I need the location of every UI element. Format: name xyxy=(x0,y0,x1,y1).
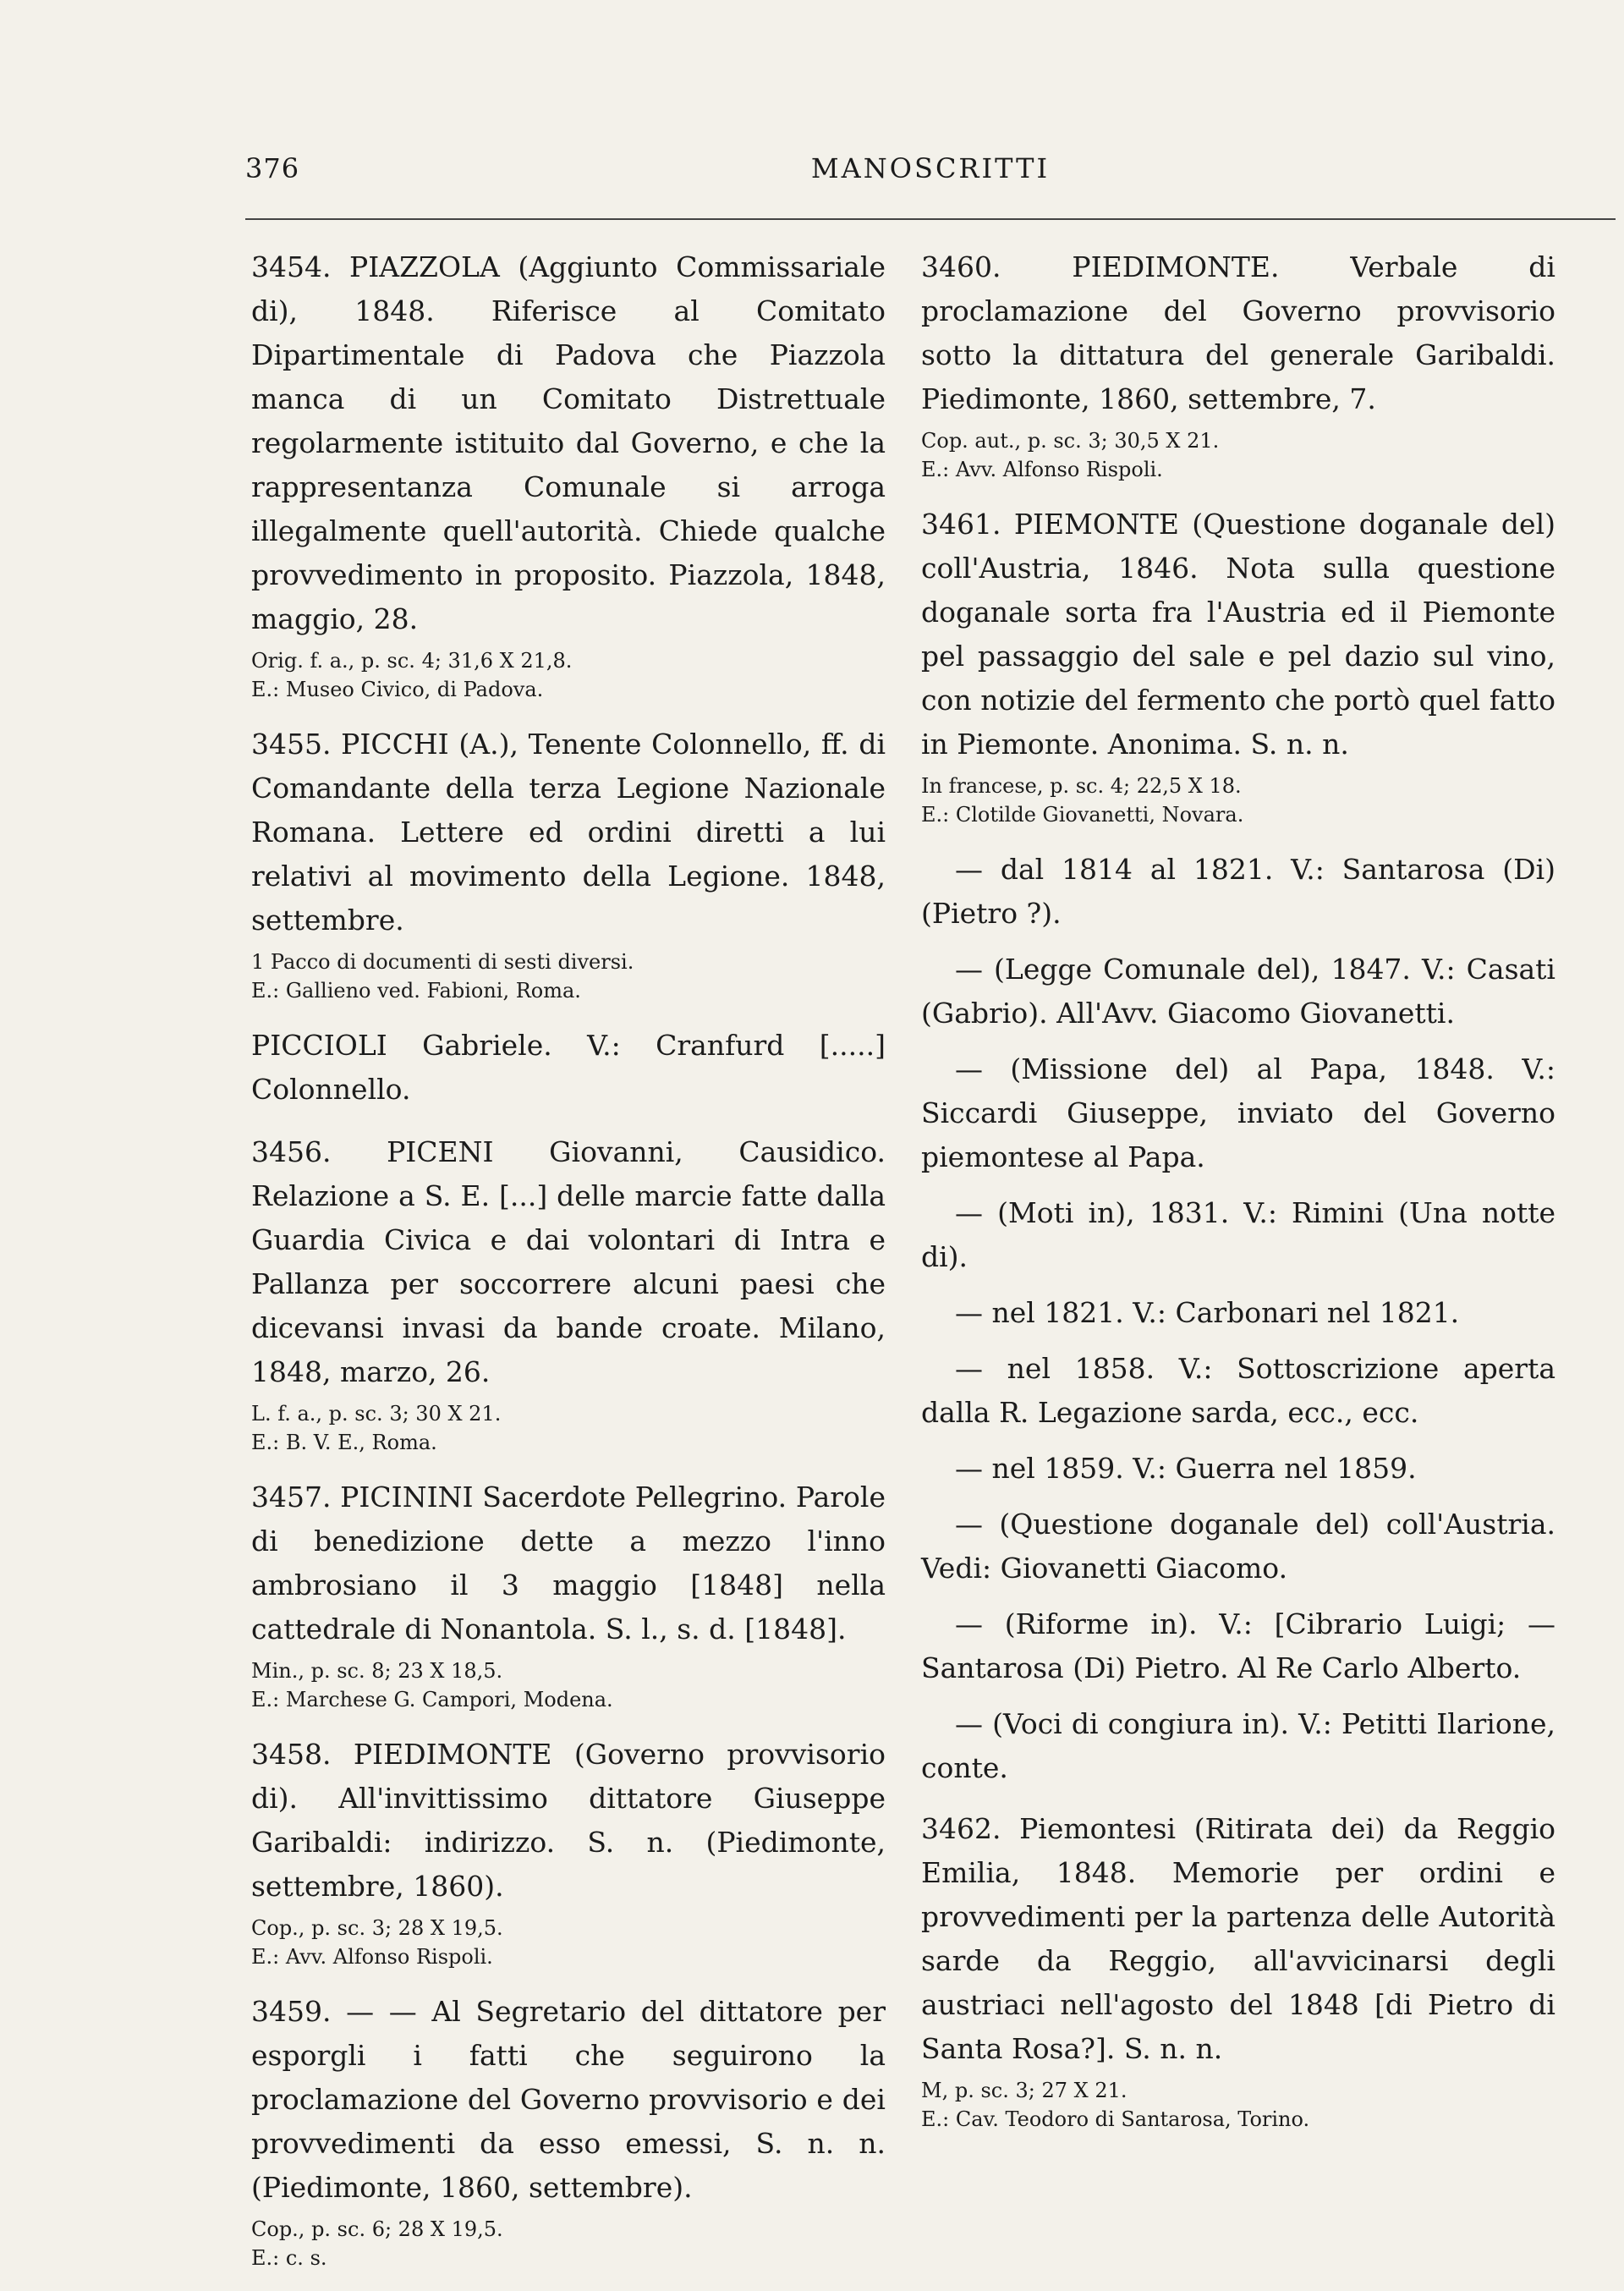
entry-3459 xyxy=(251,1990,886,2272)
entry-meta-format: Cop., p. sc. 3; 28 X 19,5. xyxy=(251,1916,503,1940)
entry-3458 xyxy=(251,1733,886,1971)
entry-text: 3460. PIEDIMONTE. Verbale di proclamazione del Governo provvisorio sotto la dittatura del generale Garibaldi. Piedimonte, 1860, settembre, 7. xyxy=(921,250,1555,415)
entry-text: 3456. PICENI Giovanni, Causidico. Relazione a S. E. [...] delle marcie fatte dalla Guardia Civica e dai volontari di Intra e Pallanza per soccorrere alcuni paesi che dicevansi invasi da bande croate. Milano, 1848, marzo, 26. xyxy=(251,1135,886,1388)
entry-meta-owner: E.: Avv. Alfonso Rispoli. xyxy=(921,458,1163,481)
entry-3457 xyxy=(251,1475,886,1714)
entry-meta-format: In francese, p. sc. 4; 22,5 X 18. xyxy=(921,774,1242,798)
xref-item: — nel 1858. V.: Sottoscrizione aperta dalla R. Legazione sarda, ecc., ecc. xyxy=(921,1352,1555,1429)
entry-meta-owner: E.: Marchese G. Campori, Modena. xyxy=(251,1688,613,1711)
xref-item: — (Voci di congiura in). V.: Petitti Ilarione, conte. xyxy=(921,1707,1555,1784)
xref-item: — (Riforme in). V.: [Cibrario Luigi; — Santarosa (Di) Pietro. Al Re Carlo Alberto. xyxy=(921,1607,1555,1684)
entry-meta-owner: E.: Avv. Alfonso Rispoli. xyxy=(251,1945,493,1969)
entry-meta-format: Cop. aut., p. sc. 3; 30,5 X 21. xyxy=(921,429,1220,453)
entry-meta-owner: E.: Gallieno ved. Fabioni, Roma. xyxy=(251,979,581,1003)
entry-text: PICCIOLI Gabriele. V.: Cranfurd [.....] Colonnello. xyxy=(251,1029,886,1106)
page-number: 376 xyxy=(245,152,300,184)
entry-meta-owner: E.: B. V. E., Roma. xyxy=(251,1431,437,1454)
xref-item: — (Questione doganale del) coll'Austria. Vedi: Giovanetti Giacomo. xyxy=(921,1508,1555,1585)
page-header xyxy=(245,152,1616,195)
xref-item: — (Legge Comunale del), 1847. V.: Casati (Gabrio). All'Avv. Giacomo Giovanetti. xyxy=(921,953,1555,1030)
entry-meta-format: M, p. sc. 3; 27 X 21. xyxy=(921,2079,1127,2102)
left-column xyxy=(251,245,886,2291)
entry-piccioli xyxy=(251,1024,886,1112)
header-rule xyxy=(245,218,1616,220)
entry-meta-format: Orig. f. a., p. sc. 4; 31,6 X 21,8. xyxy=(251,649,573,673)
entry-meta-format: Cop., p. sc. 6; 28 X 19,5. xyxy=(251,2217,503,2241)
running-title: MANOSCRITTI xyxy=(810,152,1051,184)
entry-text: 3458. PIEDIMONTE (Governo provvisorio di). All'invittissimo dittatore Giuseppe Garibaldi: indirizzo. S. n. (Piedimonte, settembre, 1860). xyxy=(251,1738,886,1903)
entry-meta-owner: E.: Cav. Teodoro di Santarosa, Torino. xyxy=(921,2107,1310,2131)
entry-text: 3457. PICININI Sacerdote Pellegrino. Parole di benedizione dette a mezzo l'inno ambrosiano il 3 maggio [1848] nella cattedrale di Nonantola. S. l., s. d. [1848]. xyxy=(251,1481,886,1645)
right-column xyxy=(921,245,1555,2152)
entry-meta-owner: E.: Clotilde Giovanetti, Novara. xyxy=(921,803,1244,827)
entry-3454 xyxy=(251,245,886,704)
xref-item: — (Missione del) al Papa, 1848. V.: Siccardi Giuseppe, inviato del Governo piemontese al Papa. xyxy=(921,1052,1555,1173)
entry-3462 xyxy=(921,1807,1555,2134)
entry-meta-owner: E.: c. s. xyxy=(251,2246,327,2270)
entry-text: 3462. Piemontesi (Ritirata dei) da Reggio Emilia, 1848. Memorie per ordini e provvedimenti per la partenza delle Autorità sarde da Reggio, all'avvicinarsi degli austriaci nell'agosto del 1848 [di Pietro di Santa Rosa?]. S. n. n. xyxy=(921,1812,1555,2065)
entry-3456 xyxy=(251,1130,886,1457)
xref-item: — nel 1821. V.: Carbonari nel 1821. xyxy=(955,1296,1460,1329)
entry-text: 3461. PIEMONTE (Questione doganale del) coll'Austria, 1846. Nota sulla questione doganale sorta fra l'Austria ed il Piemonte pel passaggio del sale e pel dazio sul vino, con notizie del fermento che portò quel fatto in Piemonte. Anonima. S. n. n. xyxy=(921,508,1555,761)
xref-item: — (Moti in), 1831. V.: Rimini (Una notte di). xyxy=(921,1196,1555,1273)
xref-item: — nel 1859. V.: Guerra nel 1859. xyxy=(955,1452,1417,1485)
entry-meta-format: Min., p. sc. 8; 23 X 18,5. xyxy=(251,1659,503,1683)
entry-meta-format: 1 Pacco di documenti di sesti diversi. xyxy=(251,950,634,974)
entry-3455 xyxy=(251,722,886,1005)
entry-meta-format: L. f. a., p. sc. 3; 30 X 21. xyxy=(251,1402,502,1426)
entry-meta-owner: E.: Museo Civico, di Padova. xyxy=(251,678,544,701)
entry-text: 3459. — — Al Segretario del dittatore per esporgli i fatti che seguirono la proclamazione del Governo provvisorio e dei provvedimenti da esso emessi, S. n. n. (Piedimonte, 1860, settembre). xyxy=(251,1995,886,2204)
entry-3460 xyxy=(921,245,1555,484)
entry-text: 3455. PICCHI (A.), Tenente Colonnello, ff. di Comandante della terza Legione Nazionale Romana. Lettere ed ordini diretti a lui relativi al movimento della Legione. 1848, settembre. xyxy=(251,728,886,937)
entry-text: 3454. PIAZZOLA (Aggiunto Commissariale di), 1848. Riferisce al Comitato Dipartimentale di Padova che Piazzola manca di un Comitato Distrettuale regolarmente istituito dal Governo, e che la rappresentanza Comunale si arroga illegalmente quell'autorità. Chiede qualche provvedimento in proposito. Piazzola, 1848, maggio, 28. xyxy=(251,250,886,635)
entry-3461 xyxy=(921,503,1555,829)
xref-item: — dal 1814 al 1821. V.: Santarosa (Di) (Pietro ?). xyxy=(921,853,1555,930)
cross-references xyxy=(921,848,1555,1790)
